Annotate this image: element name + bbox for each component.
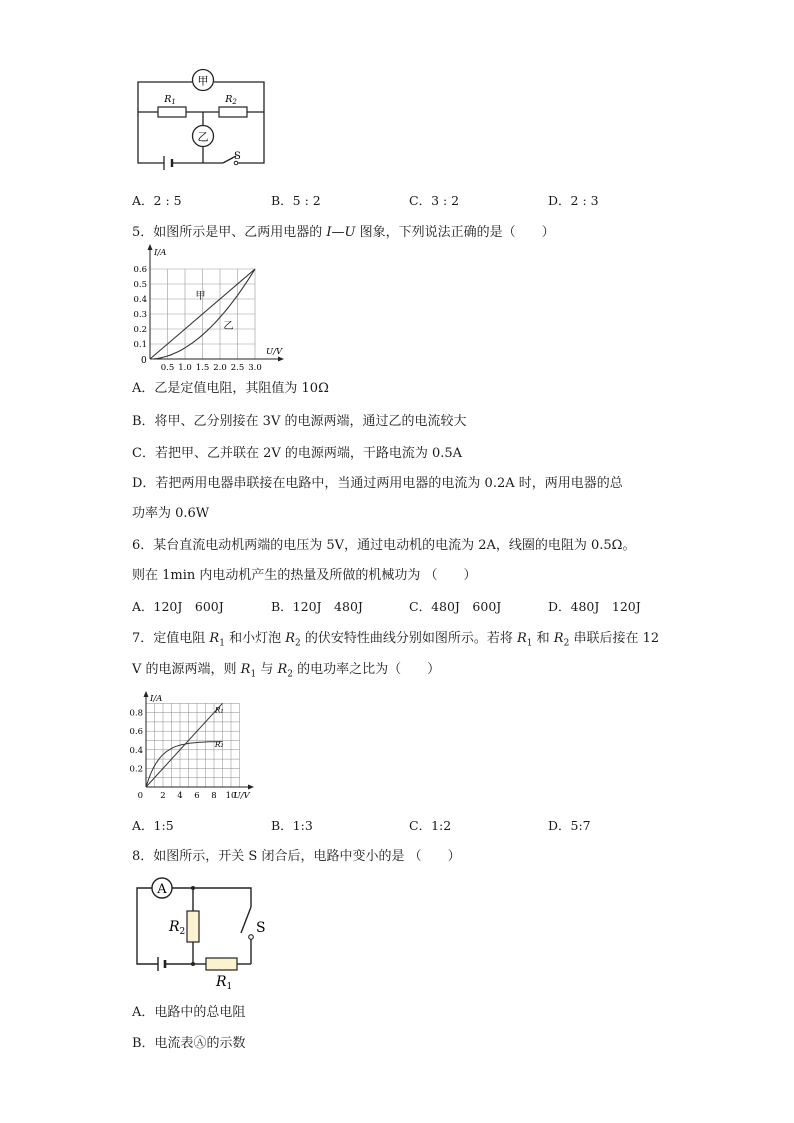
y-tick-label: 0.6 <box>133 265 147 275</box>
y-tick-label: 0.2 <box>129 764 143 775</box>
q5-option-a[interactable]: A．乙是定值电阻，其阻值为 10Ω <box>132 381 329 396</box>
q6-stem-line2: 则在 1min 内电动机产生的热量及所做的机械功为 （ ） <box>132 568 477 583</box>
x-axis-arrow <box>278 357 284 362</box>
y-tick-label: 0.4 <box>133 295 147 305</box>
series-r1 <box>146 703 223 787</box>
y-axis-arrow <box>144 691 149 697</box>
label-r2: R₂ <box>214 740 224 750</box>
x-tick-label: 2 <box>160 791 166 801</box>
q5-option-b[interactable]: B．将甲、乙分别接在 3V 的电源两端，通过乙的电流较大 <box>132 414 467 429</box>
label-r1: R₁ <box>214 705 224 715</box>
r2-label: $R_2$ <box>225 94 237 106</box>
r2-label: $R_2$ <box>169 919 186 937</box>
q8-option-a[interactable]: A．电路中的总电阻 <box>132 1005 246 1020</box>
q7-option-d[interactable]: D．5:7 <box>548 818 591 833</box>
origin-label: 0 <box>137 791 143 801</box>
q5-iu-graph <box>128 243 288 375</box>
q6-option-c[interactable]: C．480J 600J <box>409 599 502 614</box>
q8-stem: 8．如图所示，开关 S 闭合后，电路中变小的是 （ ） <box>132 849 461 864</box>
q8-circuit-diagram <box>130 873 280 993</box>
q5-option-d-cont: 功率为 0.6W <box>132 506 210 521</box>
x-tick-label: 3.0 <box>248 363 262 373</box>
q6-option-b[interactable]: B．120J 480J <box>271 599 363 614</box>
y-tick-label: 0.5 <box>133 280 147 290</box>
r1-label: $R_1$ <box>216 974 233 992</box>
q5-option-d[interactable]: D．若把两用电器串联接在电路中，当通过两用电器的电流为 0.2A 时，两用电器的总 <box>132 476 623 491</box>
label-jia: 甲 <box>195 291 206 302</box>
resistor-r1 <box>158 107 186 117</box>
x-tick-label: 1.5 <box>195 363 210 373</box>
origin-label: 0 <box>141 356 147 366</box>
q7-stem-line1: 7．定值电阻 $R_1$ 和小灯泡 $R_2$ 的伏安特性曲线分别如图所示。若将 $R_1$ 和 $R_2$ 串联后接在 12 <box>132 631 660 649</box>
q6-option-d[interactable]: D．480J 120J <box>548 599 641 614</box>
q7-option-c[interactable]: C．1:2 <box>409 818 452 833</box>
meter-jia-label: 甲 <box>197 74 209 88</box>
y-tick-label: 0.3 <box>133 310 147 320</box>
x-tick-label: 4 <box>177 791 183 801</box>
label-yi: 乙 <box>223 321 234 332</box>
y-axis-label: I/A <box>150 694 163 704</box>
switch-label: S <box>256 920 266 936</box>
resistor-r2 <box>187 911 199 942</box>
y-axis-arrow <box>148 244 153 250</box>
q6-stem-line1: 6．某台直流电动机两端的电压为 5V，通过电动机的电流为 2A，线圈的电阻为 0.5Ω。 <box>132 538 636 553</box>
x-axis-arrow <box>248 785 254 790</box>
q8-option-b[interactable]: B．电流表Ⓐ的示数 <box>132 1036 246 1051</box>
q7-option-a[interactable]: A．1:5 <box>132 818 174 833</box>
x-tick-label: 2.0 <box>213 363 227 373</box>
q7-option-b[interactable]: B．1:3 <box>271 818 313 833</box>
q5-option-c[interactable]: C．若把甲、乙并联在 2V 的电源两端，干路电流为 0.5A <box>132 446 463 461</box>
series-r2 <box>146 742 223 787</box>
r1-label: $R_1$ <box>164 94 176 106</box>
x-axis-label: U/V <box>233 791 250 801</box>
ammeter-label: A <box>157 882 167 897</box>
q4-option-c[interactable]: C．3 : 2 <box>409 193 460 208</box>
x-tick-label: 10 <box>225 791 237 801</box>
q7-iu-graph <box>128 690 268 805</box>
x-tick-label: 6 <box>194 791 200 801</box>
resistor-r1 <box>206 958 237 970</box>
x-axis-label: U/V <box>266 347 283 357</box>
y-tick-label: 0.2 <box>133 325 147 335</box>
y-tick-label: 0.4 <box>129 745 143 756</box>
x-tick-label: 1.0 <box>178 363 192 373</box>
q4-option-a[interactable]: A．2 : 5 <box>132 193 182 208</box>
y-axis-label: I/A <box>154 248 167 258</box>
q4-option-b[interactable]: B．5 : 2 <box>271 193 321 208</box>
resistor-r2 <box>219 107 247 117</box>
q5-stem: 5．如图所示是甲、乙两用电器的 I—U 图象，下列说法正确的是（ ） <box>132 225 555 240</box>
q7-stem-line2: V 的电源两端，则 $R_1$ 与 $R_2$ 的电功率之比为（ ） <box>132 662 441 680</box>
x-tick-label: 8 <box>211 791 217 801</box>
x-tick-label: 0.5 <box>160 363 175 373</box>
y-tick-label: 0.1 <box>133 340 147 350</box>
meter-yi-label: 乙 <box>197 130 209 144</box>
q6-option-a[interactable]: A．120J 600J <box>132 599 224 614</box>
x-tick-label: 2.5 <box>230 363 245 373</box>
switch-label: S <box>234 151 241 162</box>
y-tick-label: 0.8 <box>129 708 143 719</box>
q4-option-d[interactable]: D．2 : 3 <box>548 193 599 208</box>
y-tick-label: 0.6 <box>129 727 143 738</box>
q4-circuit-diagram <box>130 68 270 168</box>
